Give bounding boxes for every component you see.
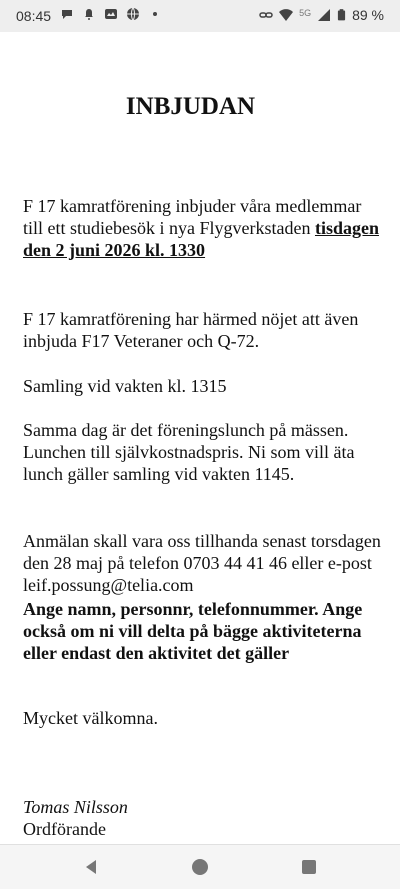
back-button[interactable] xyxy=(81,857,101,877)
signature-name: Tomas Nilsson xyxy=(23,797,128,817)
globe-icon xyxy=(126,7,140,21)
paragraph-gathering-time: Samling vid vakten kl. 1315 xyxy=(23,376,227,396)
paragraph-welcome: Mycket välkomna. xyxy=(23,708,158,728)
paragraph-instructions: Ange namn, personnr, telefonnummer. Ange också om ni vill delta på bägge aktiviteterna eller endast den aktivitet det gäller xyxy=(23,599,363,663)
status-bar xyxy=(0,0,400,32)
navigation-bar xyxy=(0,844,400,889)
page-title: INBJUDAN xyxy=(125,93,256,120)
recents-button[interactable] xyxy=(299,857,319,877)
wifi-icon xyxy=(279,8,293,22)
network-label: 5G xyxy=(299,8,312,18)
invitation-text: F 17 kamratförening inbjuder våra medlemmar till ett studiebesök i nya Flygverkstaden xyxy=(23,196,362,238)
chat-icon xyxy=(60,7,74,21)
home-button[interactable] xyxy=(190,857,210,877)
invitation-date: tisdagen den 2 juni 2026 kl. 1330 xyxy=(23,218,379,260)
paragraph-registration: Anmälan skall vara oss tillhanda senast torsdagen den 28 maj på telefon 0703 44 41 46 eller e-post leif.possung@telia.com xyxy=(23,531,381,595)
paragraph-invitation xyxy=(23,195,385,261)
paragraph-lunch: Samma dag är det föreningslunch på mässen. Lunchen till självkostnadspris. Ni som vill äta lunch gäller samling vid vakten 1145. xyxy=(23,420,355,484)
paragraph-veterans: F 17 kamratförening har härmed nöjet att även inbjuda F17 Veteraner och Q-72. xyxy=(23,309,359,351)
signal-icon xyxy=(317,8,331,22)
battery-icon xyxy=(337,8,346,22)
signature-title: Ordförande xyxy=(23,819,106,839)
status-time: 08:45 xyxy=(16,8,52,24)
status-right-icons xyxy=(259,7,384,23)
app-icon xyxy=(104,7,118,21)
status-left-icons xyxy=(60,7,162,21)
dot-icon xyxy=(148,7,162,21)
battery-level: 89 % xyxy=(352,7,384,23)
link-icon xyxy=(259,8,273,22)
notification-icon xyxy=(82,7,96,21)
